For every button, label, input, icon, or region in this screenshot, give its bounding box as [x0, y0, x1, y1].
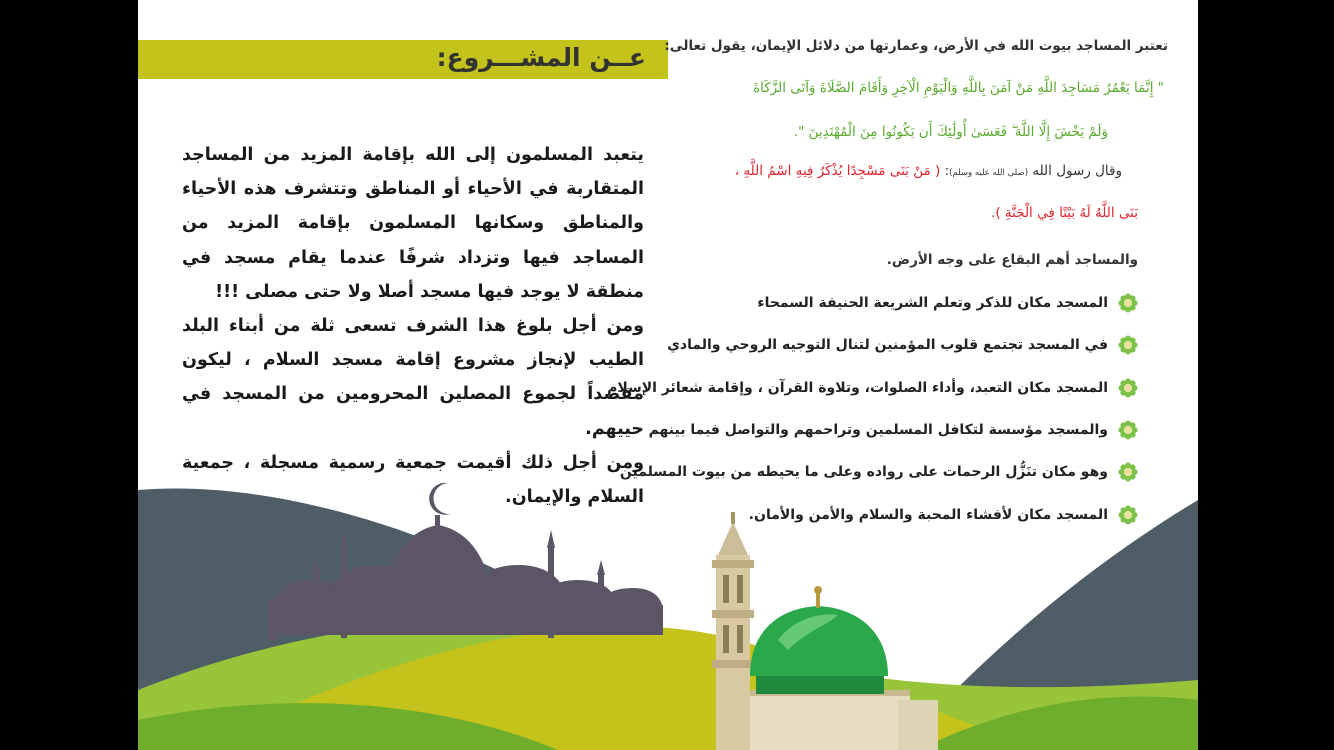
paragraph-mosques-intro: يتعبد المسلمون إلى الله بإقامة المزيد من المساجد المتقاربة في الأحياء أو المناطق وتتشرف هذه الأحياء والمناطق وسكانها المسلمون بإقامة المزيد من المساجد فيها وتزداد شرفًا عندما يقام مسجد في منطقة لا يوجد فيها مسجد أصلا ولا حتى مصلى !!!: [182, 145, 644, 302]
flower-bullet-icon: [1118, 378, 1138, 398]
mosque-benefits-list: [607, 282, 1138, 536]
list-item: [607, 493, 1138, 535]
paragraph-project-goal: ومن أجل بلوغ هذا الشرف تسعى ثلة من أبناء البلد الطيب لإنجاز مشروع إقامة مسجد السلام ، ليكون مقصداً لجموع المصلين المحرومين من المسجد في حييهم.: [182, 316, 644, 439]
hadith-colon: :: [944, 163, 950, 179]
about-project-body: [182, 138, 644, 514]
hadith-honorific: (صلى الله عليه وسلم): [949, 168, 1029, 178]
green-dome-mosque: [712, 512, 938, 750]
benefit-text: والمسجد مؤسسة لتكافل المسلمين وتراحمهم والتواصل فيما بينهم: [648, 422, 1108, 439]
mosques-intro-line: تعتبر المساجد بيوت الله في الأرض، وعمارتها من دلائل الإيمان، يقول تعالى:: [664, 38, 1168, 54]
flower-bullet-icon: [1118, 505, 1138, 525]
benefit-text: في المسجد تجتمع قلوب المؤمنين لتنال التوجيه الروحي والمادي: [667, 337, 1108, 354]
list-item: [607, 282, 1138, 324]
list-item: [607, 451, 1138, 493]
flower-bullet-icon: [1118, 420, 1138, 440]
about-project-title: عــن المشـــروع:: [436, 43, 646, 72]
list-item: [607, 324, 1138, 366]
benefit-text: وهو مكان تنَزُّل الرحمات على رواده وعلى ما يحيطه من بيوت المسلمين: [619, 464, 1108, 481]
benefit-text: المسجد مكان للذكر وتعلم الشريعة الحنيفة السمحاء: [757, 295, 1108, 312]
quran-verse-line-2: وَلَمْ يَخْشَ إِلَّا اللَّهَ ۖ فَعَسَىٰ أُولَٰئِكَ أَن يَكُونُوا مِنَ الْمُهْتَدِينَ ".: [793, 124, 1108, 140]
hadith-line-1: [735, 163, 1122, 179]
list-item: [607, 409, 1138, 451]
paragraph-association: ومن أجل ذلك أقيمت جمعية رسمية مسجلة ، جمعية السلام والإيمان.: [182, 452, 644, 508]
flower-bullet-icon: [1118, 293, 1138, 313]
brochure-page: [138, 0, 1198, 750]
flower-bullet-icon: [1118, 335, 1138, 355]
hadith-intro: وقال رسول الله: [1032, 163, 1122, 179]
quran-verse-line-1: " إِنَّمَا يَعْمُرُ مَسَاجِدَ اللَّهِ مَنْ آمَنَ بِاللَّهِ وَالْيَوْمِ الْآخِرِ وَأَقَامَ الصَّلَاةَ وَآتَى الزَّكَاةَ: [753, 80, 1164, 96]
hadith-line-2: بَنَى اللَّهُ لَهُ بَيْتًا فِي الْجَنَّةِ ).: [991, 205, 1138, 221]
hadith-text-1: ( مَنْ بَنَى مَسْجِدًا يُذْكَرُ فِيهِ اسْمُ اللَّهِ ،: [734, 163, 941, 179]
about-project-title-bar: [138, 40, 668, 79]
benefit-text: المسجد مكان التعبد، وأداء الصلوات، وتلاوة القرآن ، وإقامة شعائر الإسلام: [607, 379, 1108, 396]
places-line: والمساجد أهم البقاع على وجه الأرض.: [886, 252, 1138, 268]
flower-bullet-icon: [1118, 462, 1138, 482]
benefit-text: المسجد مكان لأفشاء المحبة والسلام والأمن والأمان.: [748, 506, 1108, 523]
list-item: [607, 367, 1138, 409]
